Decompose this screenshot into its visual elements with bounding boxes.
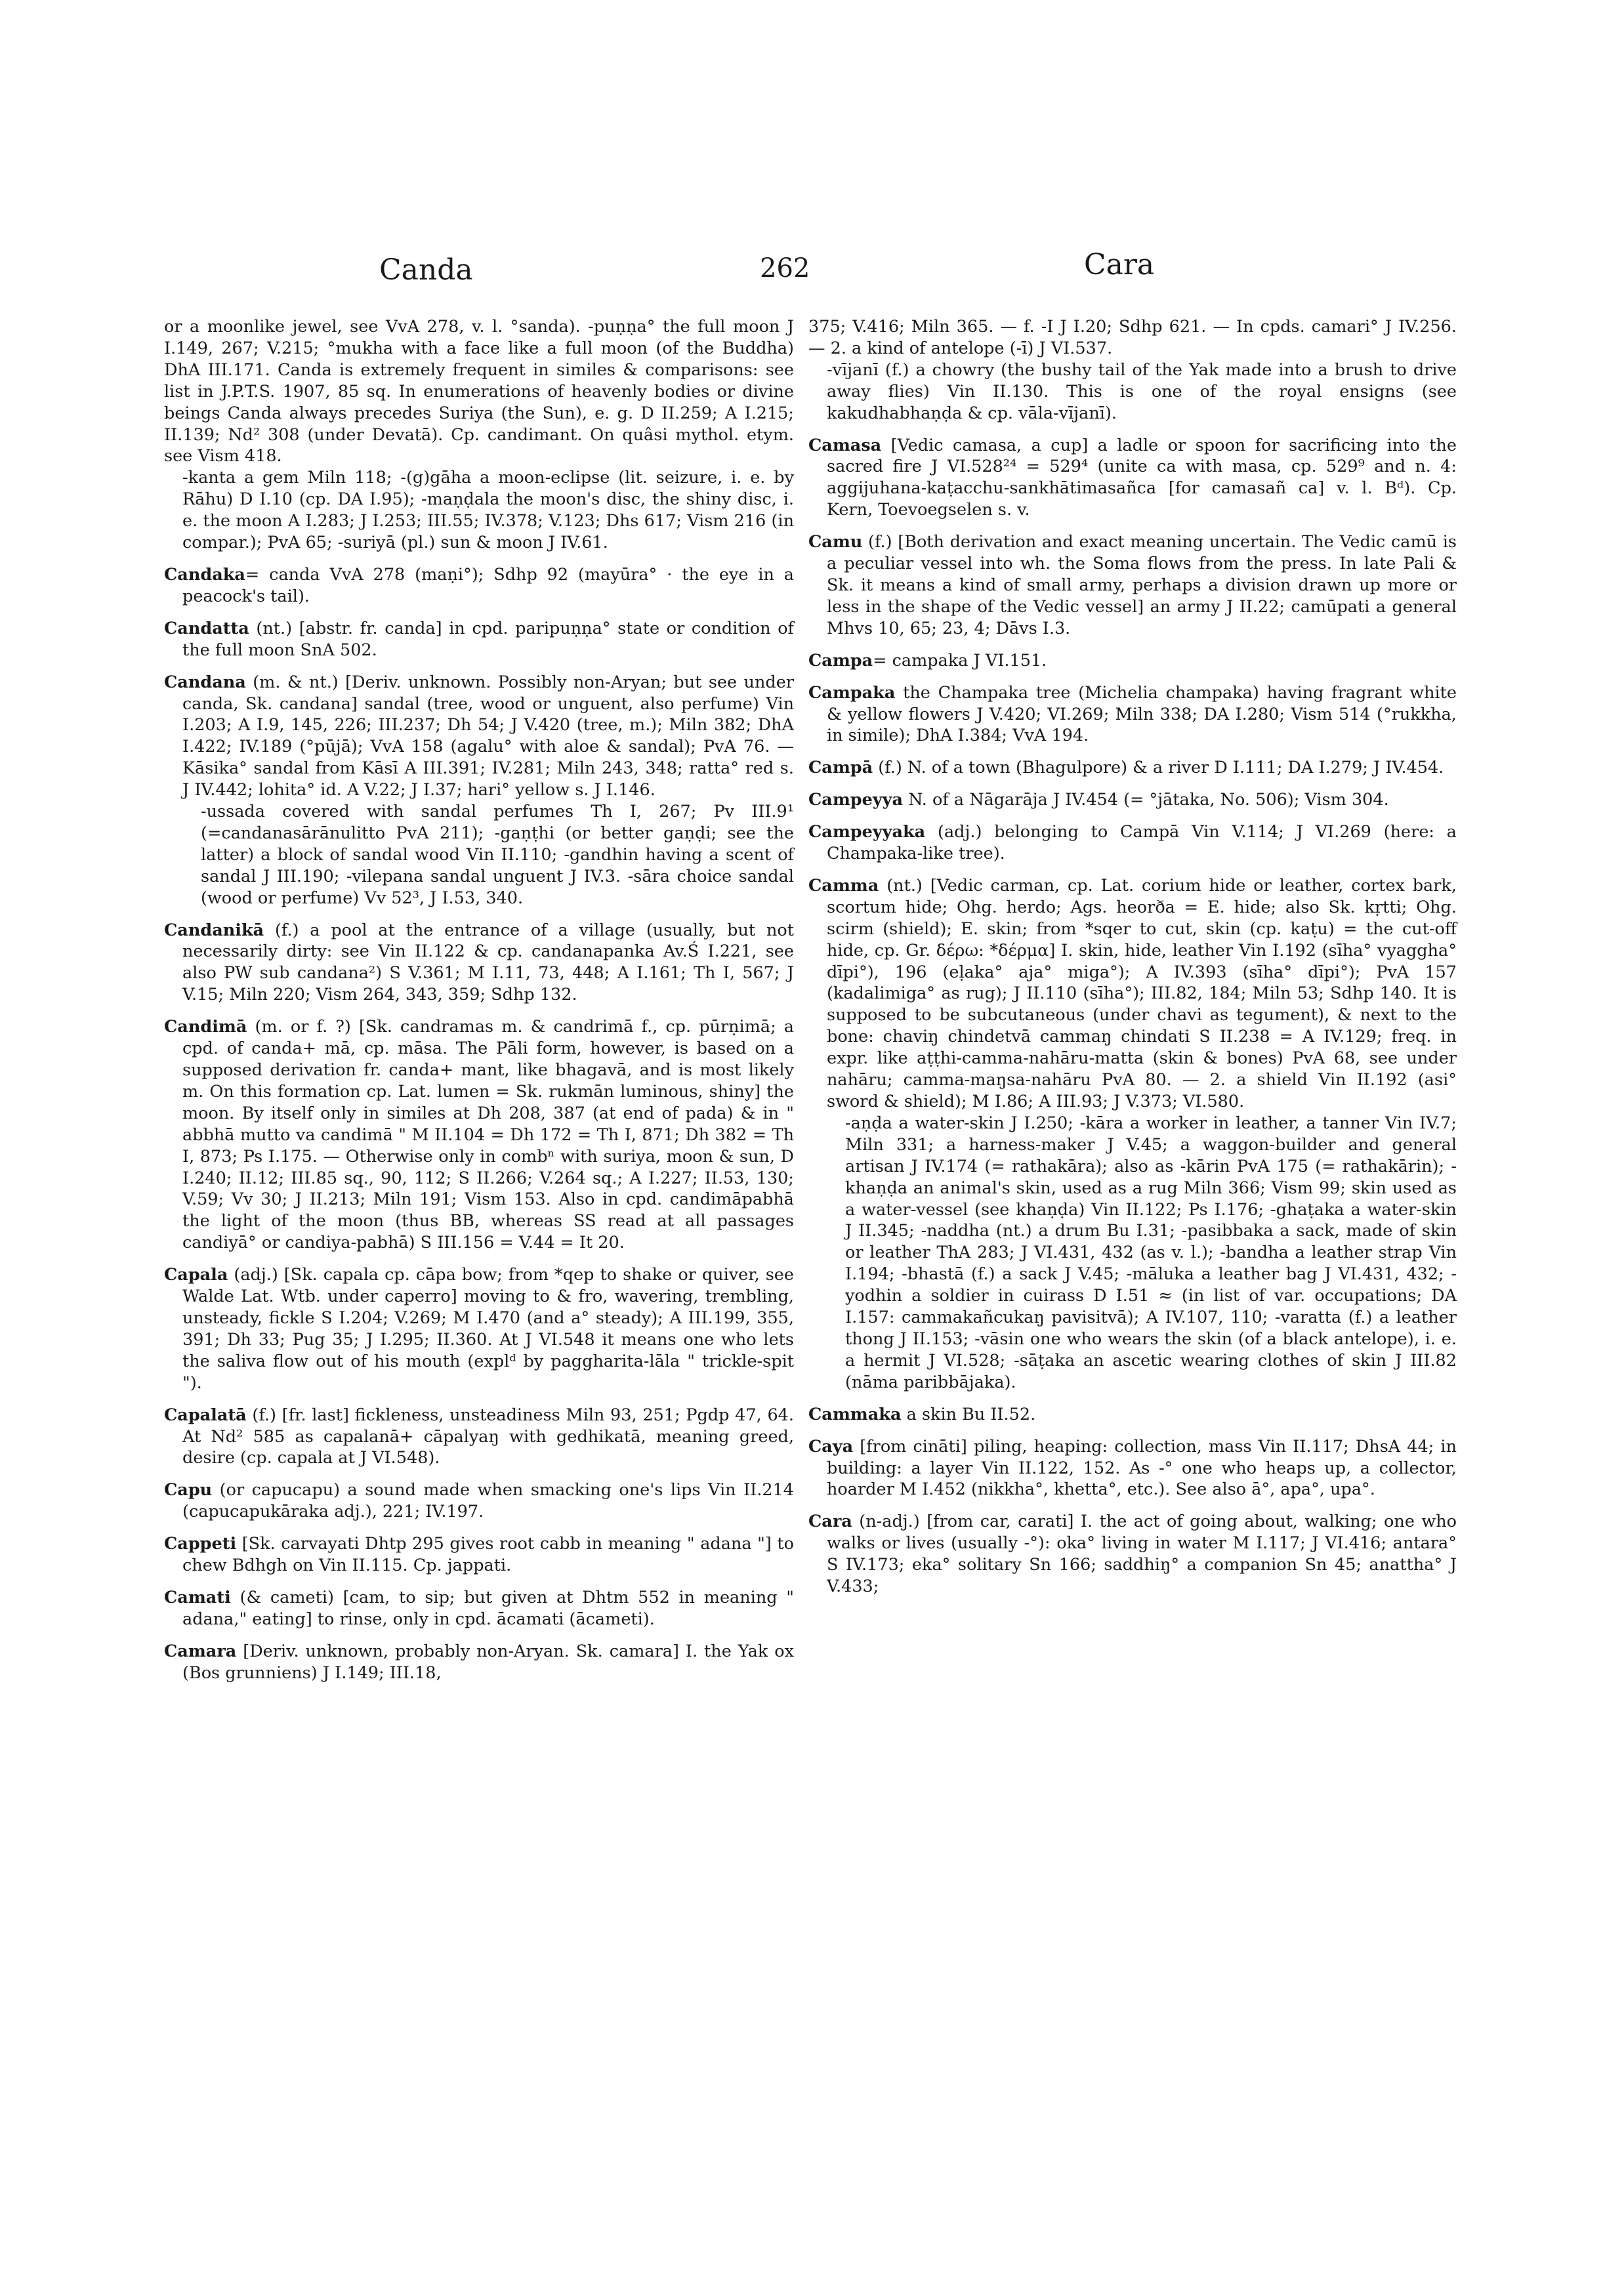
dictionary-entry [808,435,1457,522]
dictionary-entry [164,564,794,608]
dictionary-entry [808,757,1457,779]
entry-headword: Candatta [164,618,249,638]
header-right-guideword: Cara [1084,248,1155,281]
compound-subentries: -ussada covered with sandal perfumes Th I, 267; Pv III.9¹ (=candanasārānulitto PvA 211); -gaṇṭhi (or better gaṇḍi; see the latter) a block of sandal wood Vin II.110; -gandhin having a scent of sandal J III.190; -vilepana sandal unguent J IV.3. -sāra choice sandal (wood or perfume) Vv 52³, J I.53, 340. [201,802,794,908]
entry-headword: Campā [808,758,873,778]
entry-headword: Camasa [808,435,882,455]
dictionary-entry [808,650,1457,672]
entry-body: (nt.) [Vedic carman, cp. Lat. corium hide or leather, cortex bark, scortum hide; Ohg. herdo; Ags. heorða = E. hide; also Sk. kṛtti; Ohg. scirm (shield); E. skin; from *sqer to cut, skin (cp. kaṭu) = the cut-off hide, cp. Gr. δέρω: *δέρμα] I. skin, hide, leather Vin I.192 (sīha° vyaggha° dīpi°), 196 (eḷaka° aja° miga°); A IV.393 (sīha° dīpi°); PvA 157 (kadalimiga° as rug); J II.110 (sīha°); III.82, 184; Miln 53; Sdhp 140. It is supposed to be subcutaneous (under chavi as tegument), & next to the bone: chaviŋ chindetvā cammaŋ chindati S II.238 = A IV.129; freq. in expr. like aṭṭhi-camma-nahāru-matta (skin & bones) PvA 68, see under nahāru; camma-maŋsa-nahāru PvA 80. — 2. a shield Vin II.192 (asi° sword & shield); M I.86; A III.93; J V.373; VI.580. [827,875,1457,1111]
dictionary-entry [164,1405,794,1470]
entry-headword: Campaka [808,682,896,703]
dictionary-entry [164,1587,794,1630]
dictionary-entry [808,1511,1457,1598]
entry-headword: Campeyya [808,790,904,810]
entry-headword: Candanikā [164,920,264,940]
entry-body: (f.) a pool at the entrance of a village (usually, but not necessarily dirty: see Vin II.122 & cp. candanapanka Av.Ś I.221, see also PW sub candana²) S V.361; M I.11, 73, 448; A I.161; Th I, 567; J V.15; Miln 220; Vism 264, 343, 359; Sdhp 132. [182,920,794,1005]
entry-body: (m. or f. ?) [Sk. candramas m. & candrimā f., cp. pūrṇimā; a cpd. of canda+ mā, cp. māsa. The Pāli form, however, is based on a supposed derivation fr. canda+ mant, like bhagavā, and is most likely m. On this formation cp. Lat. lumen = Sk. rukmān luminous, shiny] the moon. By itself only in similes at Dh 208, 387 (at end of pada) & in " abbhā mutto va candimā " M II.104 = Dh 172 = Th I, 871; Dh 382 = Th I, 873; Ps I.175. — Otherwise only in combⁿ with suriya, moon & sun, D I.240; II.12; III.85 sq., 90, 112; S II.266; V.264 sq.; A I.227; II.53, 130; V.59; Vv 30; J II.213; Miln 191; Vism 153. Also in cpd. candimāpabhā the light of the moon (thus BB, whereas SS read at all passages candiyā° or candiya-pabhā) S III.156 = V.44 = It 20. [182,1017,794,1253]
dictionary-entry [808,682,1457,747]
dictionary-entry [164,618,794,661]
dictionary-entry [164,1641,794,1684]
dictionary-entry [164,920,794,1006]
page-number: 262 [760,253,810,283]
compound-subentries: -vījanī (f.) a chowry (the bushy tail of the Yak made into a brush to drive away flies) Vin II.130. This is one of the royal ensigns (see kakudhabhaṇḍa & cp. vāla-vījanī). [827,360,1457,423]
entry-body: the Champaka tree (Michelia champaka) having fragrant white & yellow flowers J V.420; VI.269; Miln 338; DA I.280; Vism 514 (°rukkha, in simile); DhA I.384; VvA 194. [827,682,1457,746]
entry-headword: Candimā [164,1017,247,1037]
entry-headword: Cappeti [164,1534,237,1554]
entry-body: (adj.) [Sk. capala cp. cāpa bow; from *qep to shake or quiver, see Walde Lat. Wtb. under caperro] moving to & fro, wavering, trembling, unsteady, fickle S I.204; V.269; M I.470 (and a° steady); A III.199, 355, 391; Dh 33; Pug 35; J I.295; II.360. At J VI.548 it means one who lets the saliva flow out of his mouth (explᵈ by paggharita-lāla " trickle-spit "). [182,1265,794,1393]
entry-body: = canda VvA 278 (maṇi°); Sdhp 92 (mayūra° · the eye in a peacock's tail). [182,564,794,606]
entry-body: (f.) [fr. last] fickleness, unsteadiness Miln 93, 251; Pgdp 47, 64. At Nd² 585 as capalanā+ cāpalyaŋ with gedhikatā, meaning greed, desire (cp. capala at J VI.548). [182,1405,794,1468]
entry-headword: Capalatā [164,1405,247,1425]
compound-subentries: -aṇḍa a water-skin J I.250; -kāra a worker in leather, a tanner Vin IV.7; Miln 331; a harness-maker J V.45; a waggon-builder and general artisan J IV.174 (= rathakāra); also as -kārin PvA 175 (= rathakārin); -khaṇḍa an animal's skin, used as a rug Miln 366; Vism 99; skin used as a water-vessel (see khaṇḍa) Vin II.122; Ps I.176; -ghaṭaka a water-skin J II.345; -naddha (nt.) a drum Bu I.31; -pasibbaka a sack, made of skin or leather ThA 283; J VI.431, 432 (as v. l.); -bandha a leather strap Vin I.194; -bhastā (f.) a sack J V.45; -māluka a leather bag J VI.431, 432; -yodhin a soldier in cuirass D I.51 ≈ (in list of var. occupations; DA I.157: cammakañcukaŋ pavisitvā); A IV.107, 110; -varatta (f.) a leather thong J II.153; -vāsin one who wears the skin (of a black antelope), i. e. a hermit J VI.528; -sāṭaka an ascetic wearing clothes of skin J III.82 (nāma paribbājaka). [845,1113,1457,1392]
entry-body: [Deriv. unknown, probably non-Aryan. Sk. camara] I. the Yak ox (Bos grunniens) J I.149; III.18, [182,1641,794,1683]
dictionary-entry [808,1404,1457,1426]
dictionary-entry [164,1264,794,1394]
entry-body: (adj.) belonging to Campā Vin V.114; J VI.269 (here: a Champaka-like tree). [827,822,1457,864]
dictionary-entry [808,1436,1457,1501]
header-left-guideword: Canda [379,253,473,287]
entry-body: = campaka J VI.151. [873,650,1047,671]
entry-headword: Campeyyaka [808,822,926,842]
entry-headword: Cammaka [808,1404,902,1424]
entry-body: (f.) [Both derivation and exact meaning uncertain. The Vedic camū is a peculiar vessel into wh. the Soma flows from the press. In late Pali & Sk. it means a kind of small army, perhaps a division drawn up more or less in the shape of the Vedic vessel] an army J II.22; camūpati a general Mhvs 10, 65; 23, 4; Dāvs I.3. [827,532,1457,638]
entry-headword: Capu [164,1480,213,1500]
entry-body: (f.) N. of a town (Bhagulpore) & a river D I.111; DA I.279; J IV.454. [873,758,1444,778]
entry-body: [Vedic camasa, a cup] a ladle or spoon for sacrificing into the sacred fire J VI.528²⁴ = 529⁴ (unite ca with masa, cp. 529⁹ and n. 4: aggijuhana-kaṭacchu-sankhātimasañca [for camasañ ca] v. l. Bᵈ). Cp. Kern, Toevoegselen s. v. [827,435,1457,520]
entry-headword: Caya [808,1436,854,1457]
entry-headword: Campa [808,650,873,671]
dictionary-entry [164,1016,794,1254]
entry-headword: Camati [164,1587,231,1607]
entry-body: (& cameti) [cam, to sip; but given at Dhtm 552 in meaning " adana," eating] to rinse, only in cpd. ācamati (ācameti). [182,1587,794,1629]
dictionary-entry [164,672,794,909]
entry-body: 375; V.416; Miln 365. — f. -I J I.20; Sdhp 621. — In cpds. camari° J IV.256. — 2. a kind of antelope (-ī) J VI.537. [808,317,1457,358]
dictionary-entry [164,1533,794,1577]
entry-continuation [164,316,794,554]
entry-headword: Camara [164,1641,237,1661]
entry-body: (or capucapu) a sound made when smacking one's lips Vin II.214 (capucapukāraka adj.), 221; IV.197. [182,1480,794,1522]
compound-subentries: -kanta a gem Miln 118; -(g)gāha a moon-eclipse (lit. seizure, i. e. by Rāhu) D I.10 (cp. DA I.95); -maṇḍala the moon's disc, the shiny disc, i. e. the moon A I.283; J I.253; III.55; IV.378; V.123; Dhs 617; Vism 216 (in compar.); PvA 65; -suriyā (pl.) sun & moon J IV.61. [182,468,794,553]
entry-headword: Camma [808,875,879,896]
entry-continuation [808,316,1457,424]
entry-body: (nt.) [abstr. fr. canda] in cpd. paripuṇṇa° state or condition of the full moon SnA 502. [182,618,794,660]
right-column [808,316,1457,1608]
dictionary-entry [808,531,1457,640]
entry-headword: Candana [164,672,246,692]
entry-headword: Capala [164,1265,228,1285]
left-column [164,316,794,1695]
entry-headword: Camu [808,532,863,552]
dictionary-entry [808,821,1457,865]
entry-body: [Sk. carvayati Dhtp 295 gives root cabb in meaning " adana "] to chew Bdhgh on Vin II.115. Cp. jappati. [182,1534,794,1576]
entry-body: (m. & nt.) [Deriv. unknown. Possibly non-Aryan; but see under canda, Sk. candana] sandal (tree, wood or unguent, also perfume) Vin I.203; A I.9, 145, 226; III.237; Dh 54; J V.420 (tree, m.); Miln 382; DhA I.422; IV.189 (°pūjā); VvA 158 (agalu° with aloe & sandal); PvA 76. — Kāsika° sandal from Kāsī A III.391; IV.281; Miln 243, 348; ratta° red s. J IV.442; lohita° id. A V.22; J I.37; hari° yellow s. J I.146. [182,672,794,800]
page-header [0,248,1624,299]
entry-body: [from cināti] piling, heaping: collection, mass Vin II.117; DhsA 44; in building: a layer Vin II.122, 152. As -° one who heaps up, a collector, hoarder M I.452 (nikkha°, khetta°, etc.). See also ā°, apa°, upa°. [827,1436,1457,1500]
dictionary-entry [808,789,1457,811]
dictionary-entry [808,875,1457,1394]
entry-body: or a moonlike jewel, see VvA 278, v. l. °sanda). -puṇṇa° the full moon J I.149, 267; V.215; °mukha with a face like a full moon (of the Buddha) DhA III.171. Canda is extremely frequent in similes & comparisons: see list in J.P.T.S. 1907, 85 sq. In enumerations of heavenly bodies or divine beings Canda always precedes Suriya (the Sun), e. g. D II.259; A I.215; II.139; Nd² 308 (under Devatā). Cp. candimant. On quâsi mythol. etym. see Vism 418. [164,317,794,466]
dictionary-entry [164,1479,794,1523]
entry-headword: Cara [808,1512,852,1532]
entry-body: a skin Bu II.52. [901,1404,1036,1424]
entry-body: N. of a Nāgarāja J IV.454 (= °jātaka, No. 506); Vism 304. [903,790,1389,810]
entry-headword: Candaka [164,564,245,585]
entry-body: (n-adj.) [from car, carati] I. the act of going about, walking; one who walks or lives (usually -°): oka° living in water M I.117; J VI.416; antara° S IV.173; eka° solitary Sn 166; saddhiŋ° a companion Sn 45; anattha° J V.433; [827,1512,1457,1597]
